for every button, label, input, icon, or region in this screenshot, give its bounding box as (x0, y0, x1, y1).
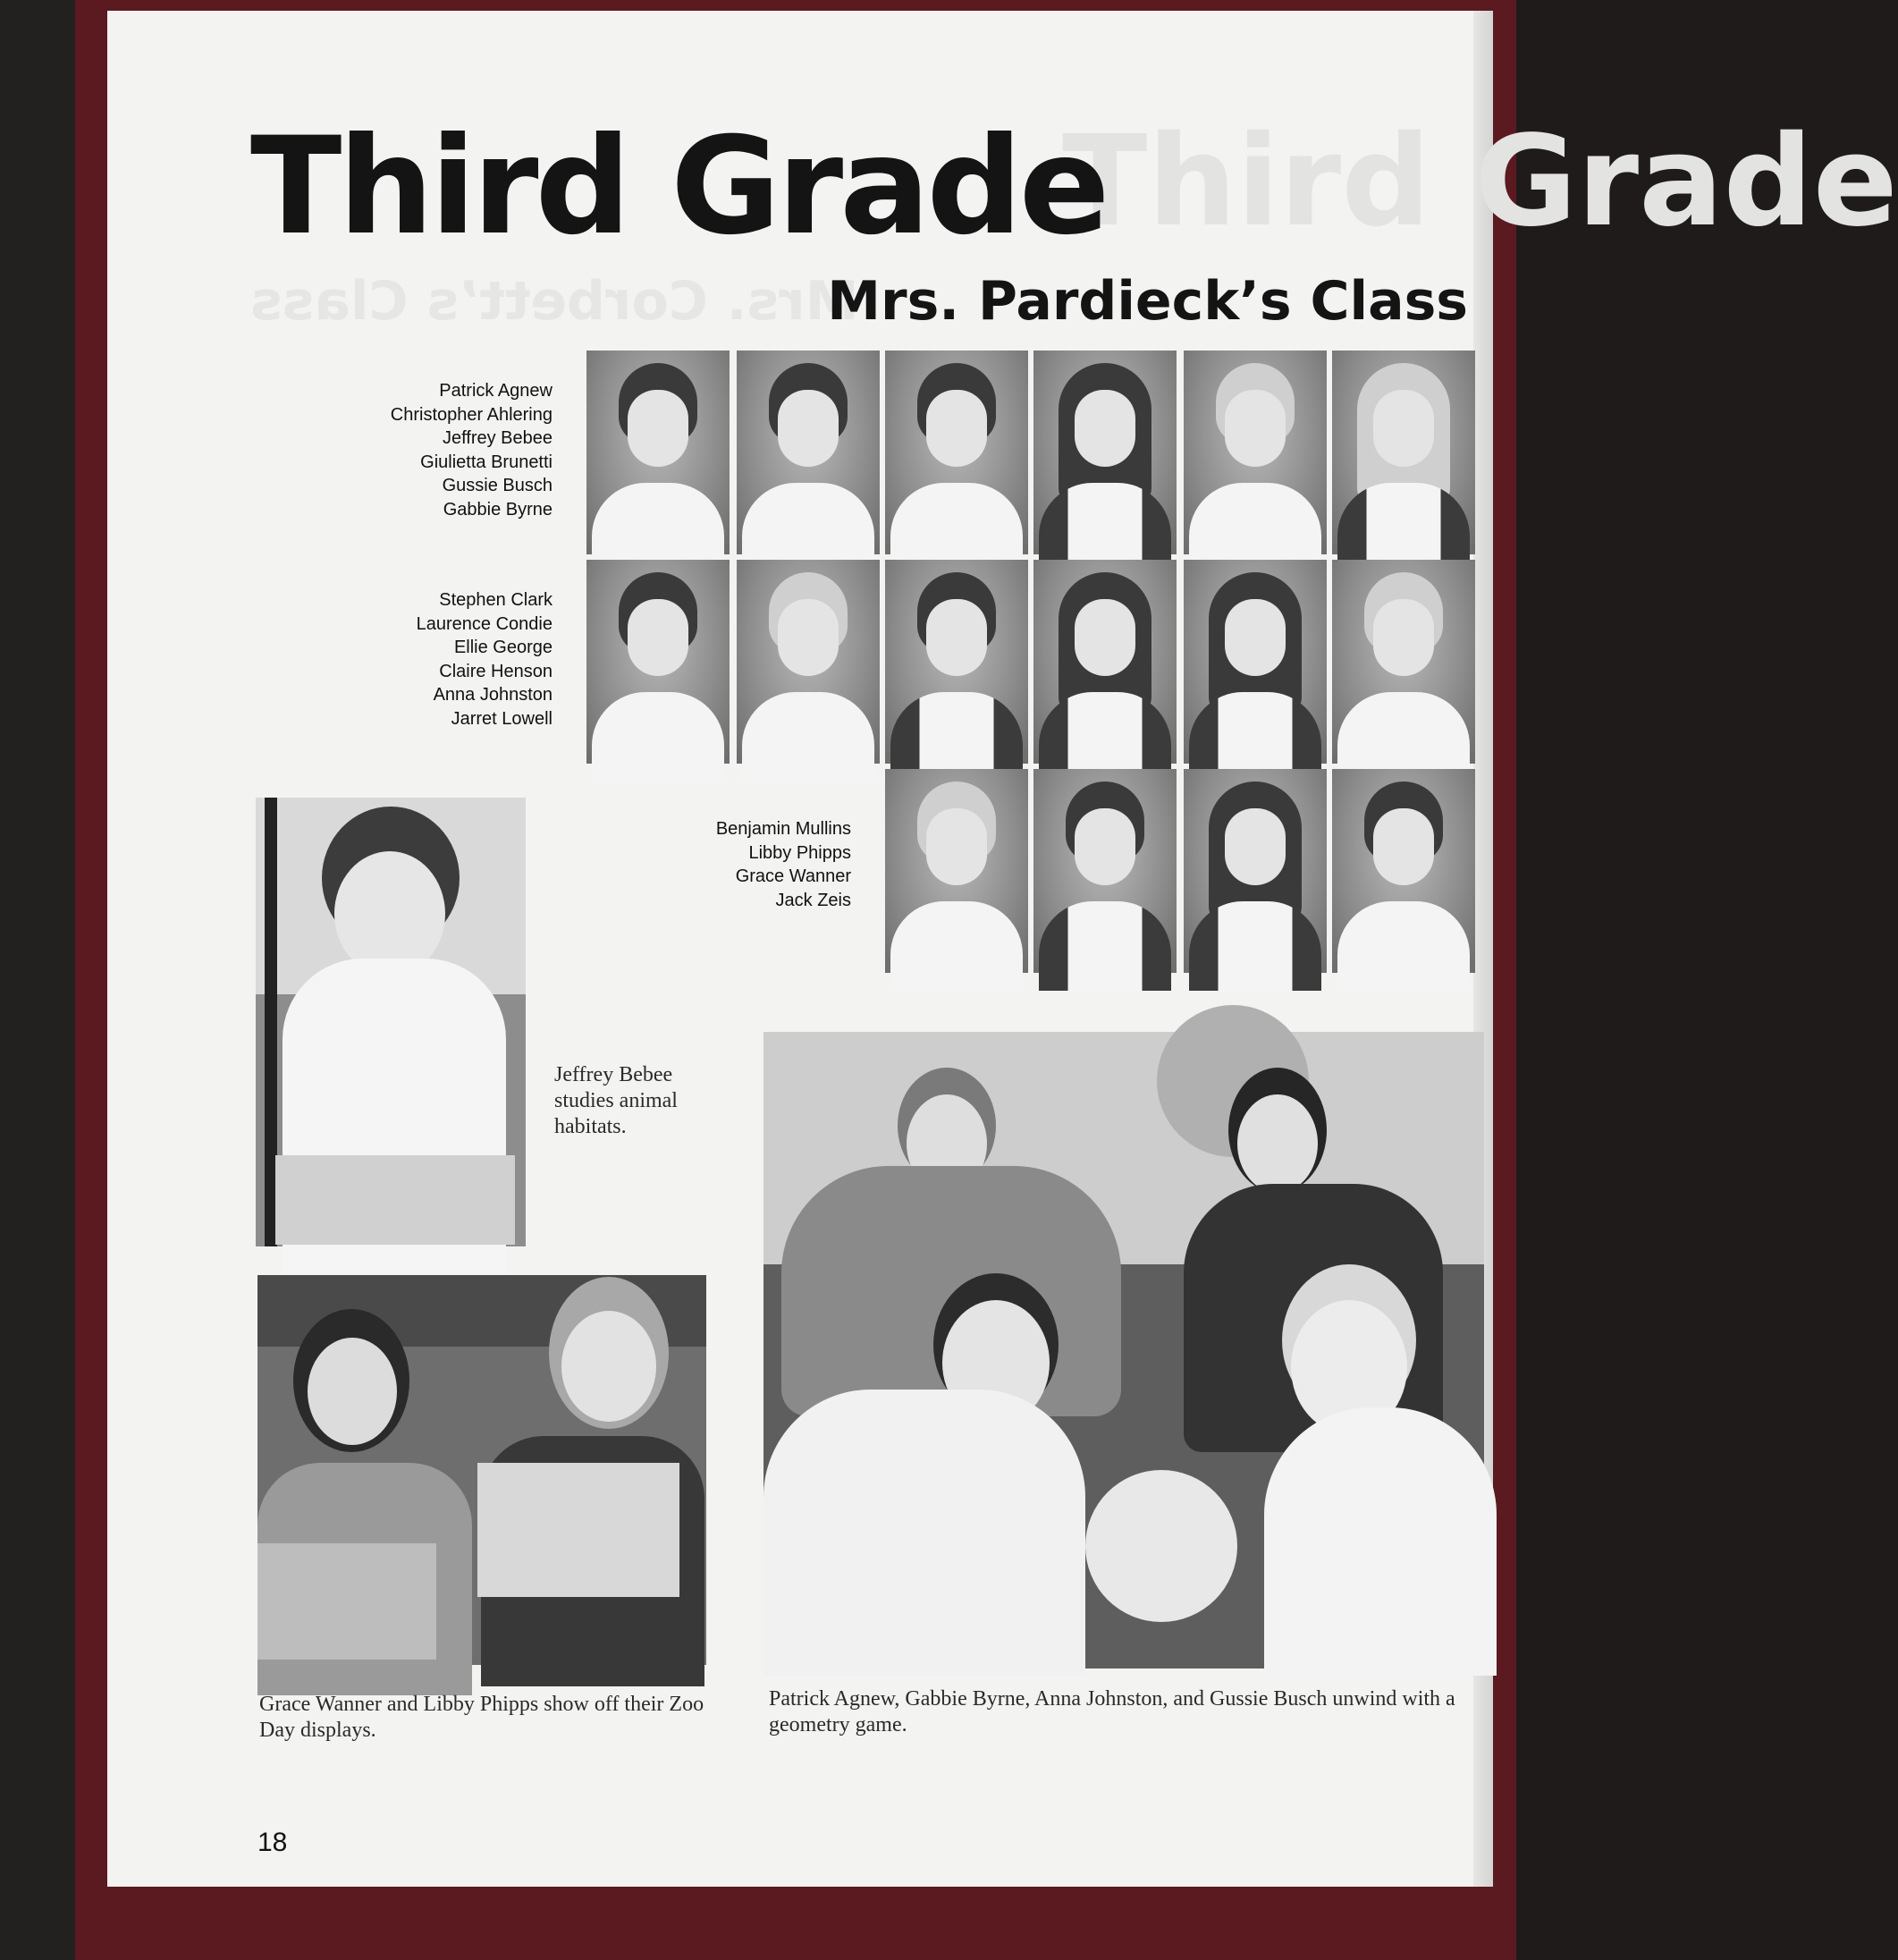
name-list-row-2 (417, 588, 553, 731)
student-portrait (1332, 560, 1475, 764)
student-portrait (1184, 769, 1327, 973)
caption-grace-libby: Grace Wanner and Libby Phipps show off their Zoo Day displays. (259, 1693, 704, 1742)
student-name: Jeffrey Bebee (442, 428, 553, 448)
student-name: Jack Zeis (775, 890, 851, 910)
student-portrait (1184, 351, 1327, 554)
student-name: Stephen Clark (439, 590, 553, 610)
student-portrait (1184, 560, 1327, 764)
name-list-row-3 (716, 817, 851, 912)
candid-photo-group (763, 1032, 1484, 1669)
student-name: Patrick Agnew (439, 381, 553, 401)
student-name: Benjamin Mullins (715, 819, 851, 839)
student-portrait (737, 560, 880, 764)
student-name: Gabbie Byrne (443, 499, 553, 520)
student-name: Jarret Lowell (451, 708, 553, 729)
student-portrait (885, 560, 1028, 764)
student-portrait (1033, 351, 1177, 554)
student-portrait (1332, 351, 1475, 554)
class-subtitle: Mrs. Pardieck’s Class (827, 270, 1468, 333)
student-portrait (737, 351, 880, 554)
student-portrait (1033, 769, 1177, 973)
candid-photo-jeffrey (256, 798, 526, 1246)
student-name: Giulietta Brunetti (420, 452, 553, 472)
student-portrait (885, 351, 1028, 554)
page-number: 18 (257, 1828, 288, 1857)
student-name: Grace Wanner (735, 866, 851, 886)
student-name: Gussie Busch (442, 476, 553, 495)
bleed-through-title: Third Grade (1062, 109, 1898, 255)
student-name: Libby Phipps (748, 842, 851, 863)
name-list-row-1 (391, 379, 553, 521)
student-portrait (586, 351, 730, 554)
candid-photo-grace-libby (257, 1275, 706, 1665)
background-left (0, 0, 75, 1960)
caption-group: Patrick Agnew, Gabbie Byrne, Anna Johnston, and Gussie Busch unwind with a geometry game. (769, 1687, 1455, 1736)
student-name: Anna Johnston (433, 685, 553, 705)
student-name: Claire Henson (439, 661, 553, 681)
student-portrait (586, 560, 730, 764)
bleed-through-subtitle: Mrs. Corbett’s Class (250, 270, 859, 333)
student-portrait (885, 769, 1028, 973)
student-name: Ellie George (453, 638, 553, 657)
student-name: Laurence Condie (416, 613, 553, 634)
student-name: Christopher Ahlering (390, 404, 553, 425)
yearbook-page (107, 11, 1898, 1887)
page-title: Third Grade (250, 109, 1107, 265)
caption-jeffrey: Jeffrey Bebee studies animal habitats. (554, 1063, 678, 1138)
student-portrait (1033, 560, 1177, 764)
student-portrait (1332, 769, 1475, 973)
